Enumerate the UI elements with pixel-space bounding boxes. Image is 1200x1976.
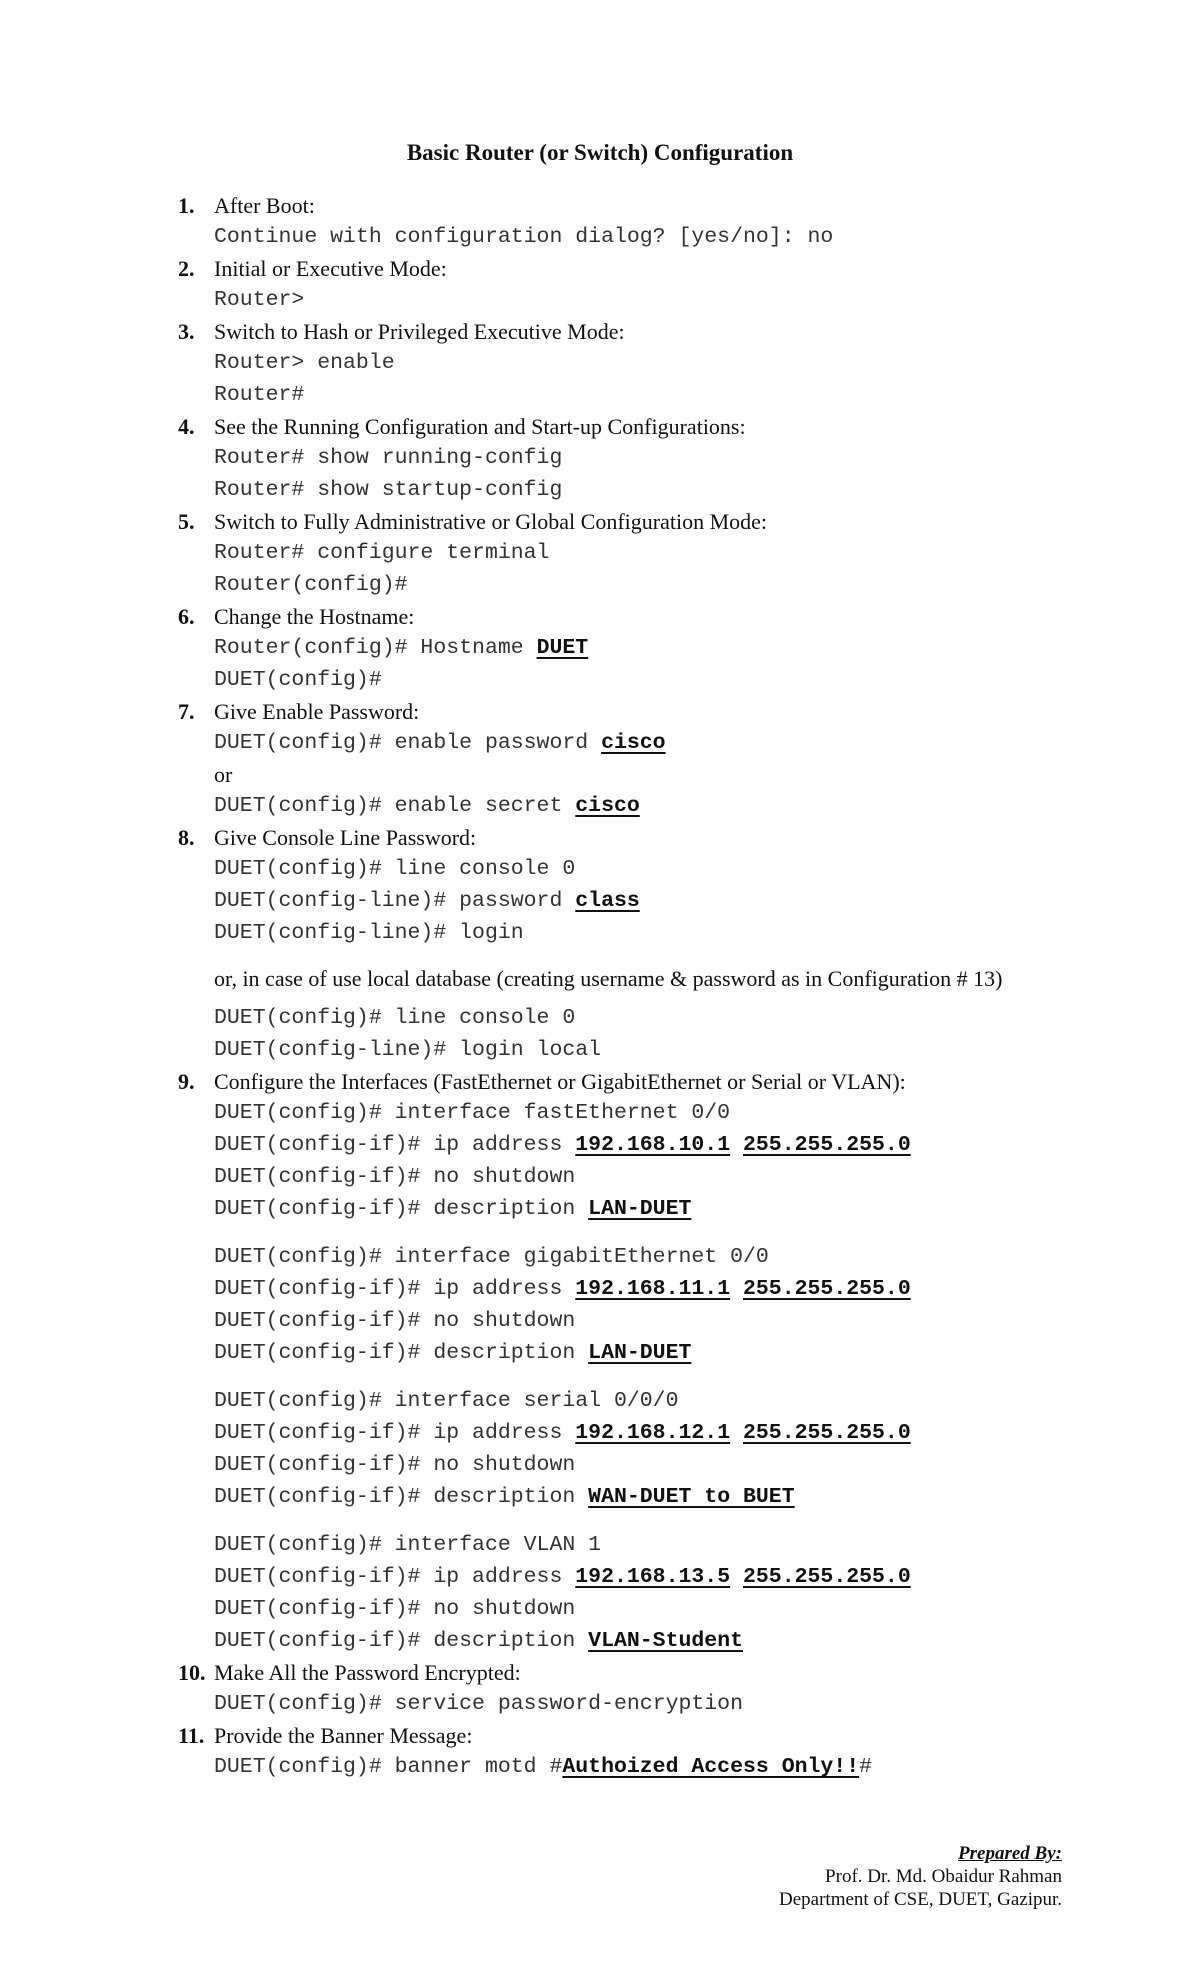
command-text: DUET(config-if)# no shutdown [214,1165,576,1189]
command-text: DUET(config-if)# description [214,1341,589,1365]
step-number: 9. [178,1069,195,1094]
step-body [214,1657,1078,1720]
command-text: Router# show running-config [214,446,563,470]
command-line [214,1449,1078,1481]
command-line [214,885,1078,917]
command-argument: Authoized Access Only!! [562,1755,860,1779]
command-text: DUET(config)# interface gigabitEthernet 0/0 [214,1245,769,1269]
command-line [214,442,1078,474]
step-number: 8. [178,825,195,850]
command-text: Router# show startup-config [214,478,563,502]
step-body [214,696,1078,822]
command-argument: DUET [536,636,589,660]
step-item [178,1066,1078,1657]
configuration-steps [178,190,1078,1783]
command-argument: VLAN-Student [588,1629,743,1653]
step-body [214,190,1078,253]
command-argument: LAN-DUET [588,1197,692,1221]
command-line [214,853,1078,885]
command-line [214,917,1078,949]
step-heading: Initial or Executive Mode: [214,256,447,281]
command-text: DUET(config)# interface fastEthernet 0/0 [214,1101,731,1125]
step-item [178,696,1078,822]
command-line [214,347,1078,379]
command-line [214,1002,1078,1034]
step-number: 11. [178,1723,205,1748]
command-text: DUET(config)# line console 0 [214,1006,576,1030]
command-line [214,664,1078,696]
step-item [178,253,1078,316]
command-line [214,1337,1078,1369]
command-line [214,1529,1078,1561]
step-item [178,316,1078,411]
command-text: DUET(config-if)# ip address [214,1565,576,1589]
step-body [214,316,1078,411]
command-text [730,1421,743,1445]
step-number: 10. [178,1660,206,1685]
command-line [214,1161,1078,1193]
step-item [178,822,1078,1066]
command-text: DUET(config-if)# no shutdown [214,1597,576,1621]
step-item [178,411,1078,506]
command-line [214,632,1078,664]
command-text: DUET(config)# [214,668,382,692]
block-spacer [214,1369,1078,1385]
command-argument: 255.255.255.0 [743,1421,911,1445]
command-line [214,1129,1078,1161]
command-line [214,1034,1078,1066]
command-line [214,1385,1078,1417]
command-text: Router(config)# Hostname [214,636,537,660]
command-argument: 192.168.10.1 [575,1133,731,1157]
document-title: Basic Router (or Switch) Configuration [406,140,794,165]
command-text: DUET(config)# service password-encryption [214,1692,743,1716]
step-heading: Configure the Interfaces (FastEthernet or GigabitEthernet or Serial or VLAN): [214,1069,906,1094]
command-text [730,1277,743,1301]
alternative-text: or [214,762,233,787]
step-number: 3. [178,319,195,344]
command-text: DUET(config-line)# login [214,921,524,945]
step-body [214,601,1078,696]
command-line [214,474,1078,506]
command-line [214,1688,1078,1720]
step-heading: Switch to Fully Administrative or Global Configuration Mode: [214,509,768,534]
step-body [214,1720,1078,1783]
command-argument: LAN-DUET [588,1341,692,1365]
command-line [214,1305,1078,1337]
step-item [178,190,1078,253]
block-spacer [214,1225,1078,1241]
command-argument: WAN-DUET to BUET [588,1485,795,1509]
command-argument: class [575,889,640,913]
step-heading: Change the Hostname: [214,604,415,629]
command-text: DUET(config-line)# login local [214,1038,602,1062]
command-text: DUET(config-if)# no shutdown [214,1309,576,1333]
step-heading: See the Running Configuration and Start-up Configurations: [214,414,746,439]
command-line [214,379,1078,411]
command-argument: cisco [601,731,666,755]
step-item [178,506,1078,601]
command-text: DUET(config)# interface VLAN 1 [214,1533,602,1557]
step-body [214,822,1078,1066]
command-line [214,1561,1078,1593]
command-text: DUET(config)# interface serial 0/0/0 [214,1389,679,1413]
command-text: Router# configure terminal [214,541,550,565]
command-text: DUET(config-if)# description [214,1485,589,1509]
command-line [214,727,1078,759]
step-note: or, in case of use local database (creating username & password as in Configuration # 13) [214,966,1003,991]
command-line [214,221,1078,253]
step-number: 6. [178,604,195,629]
step-number: 4. [178,414,195,439]
command-line [214,1097,1078,1129]
command-line [214,1481,1078,1513]
command-argument: 255.255.255.0 [743,1133,911,1157]
step-item [178,1657,1078,1720]
command-argument: 255.255.255.0 [743,1565,911,1589]
command-text: DUET(config)# enable password [214,731,602,755]
command-text [730,1565,743,1589]
step-number: 7. [178,699,195,724]
command-argument: 192.168.12.1 [575,1421,731,1445]
command-text: DUET(config-line)# password [214,889,576,913]
command-text: DUET(config-if)# description [214,1197,589,1221]
step-heading: Give Enable Password: [214,699,420,724]
command-text: DUET(config-if)# no shutdown [214,1453,576,1477]
block-spacer [214,1513,1078,1529]
command-argument: 192.168.11.1 [575,1277,731,1301]
step-heading: After Boot: [214,193,315,218]
command-text [730,1133,743,1157]
step-item [178,601,1078,696]
step-body [214,1066,1078,1657]
command-text: # [859,1755,873,1779]
command-text: DUET(config-if)# ip address [214,1277,576,1301]
command-text: DUET(config)# banner motd # [214,1755,563,1779]
command-text: Router> [214,288,305,312]
command-line [214,1417,1078,1449]
command-argument: cisco [575,794,640,818]
step-body [214,411,1078,506]
command-argument: 255.255.255.0 [743,1277,911,1301]
prepared-by-block [779,1842,1062,1911]
command-text: DUET(config)# line console 0 [214,857,576,881]
step-body [214,253,1078,316]
command-line [214,1593,1078,1625]
command-text: DUET(config)# enable secret [214,794,576,818]
command-line [214,1193,1078,1225]
step-heading: Make All the Password Encrypted: [214,1660,521,1685]
command-text: DUET(config-if)# ip address [214,1133,576,1157]
prepared-by-label: Prepared By: [958,1843,1062,1864]
command-text: Continue with configuration dialog? [yes/no]: no [214,225,834,249]
step-item [178,1720,1078,1783]
command-line [214,1241,1078,1273]
command-text: DUET(config-if)# ip address [214,1421,576,1445]
command-line [214,1273,1078,1305]
step-number: 2. [178,256,195,281]
author-name: Prof. Dr. Md. Obaidur Rahman [825,1866,1062,1887]
command-argument: 192.168.13.5 [575,1565,731,1589]
command-line [214,569,1078,601]
command-line [214,1625,1078,1657]
command-text: Router(config)# [214,573,408,597]
command-line [214,790,1078,822]
command-text: Router> enable [214,351,395,375]
command-line [214,1751,1078,1783]
author-department: Department of CSE, DUET, Gazipur. [779,1889,1062,1910]
step-number: 5. [178,509,195,534]
command-text: Router# [214,383,305,407]
step-heading: Switch to Hash or Privileged Executive Mode: [214,319,625,344]
step-heading: Provide the Banner Message: [214,1723,473,1748]
command-text: DUET(config-if)# description [214,1629,589,1653]
step-body [214,506,1078,601]
command-line [214,537,1078,569]
step-number: 1. [178,193,195,218]
command-line [214,284,1078,316]
step-heading: Give Console Line Password: [214,825,477,850]
